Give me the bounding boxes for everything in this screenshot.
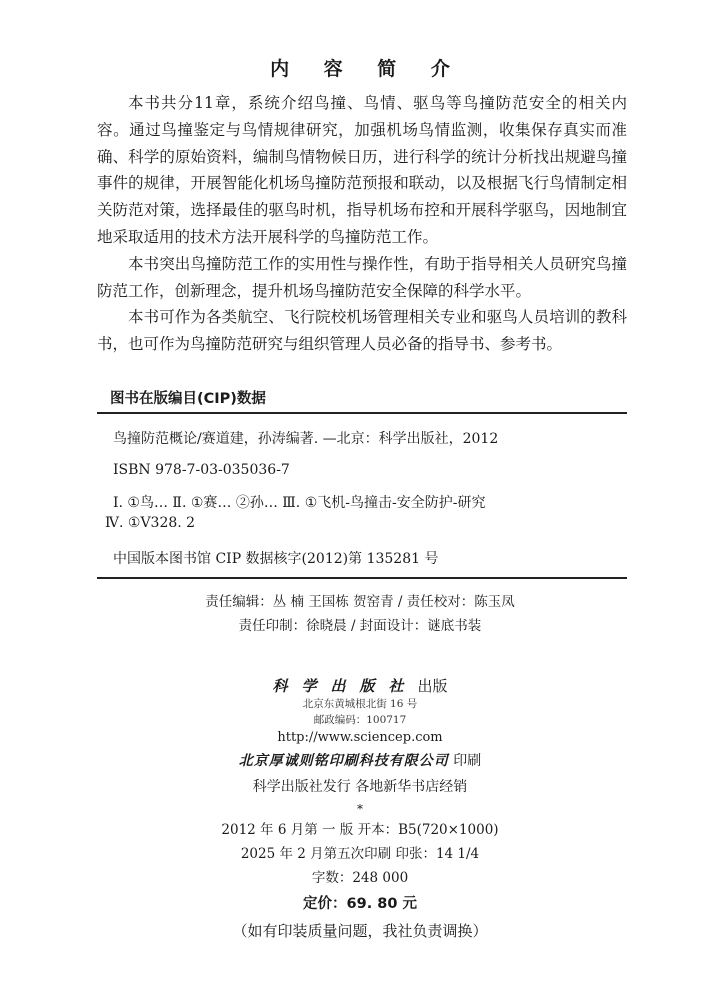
printer-name: 北京厚诚则铭印刷科技有限公司 — [238, 753, 449, 769]
cip-title-line: 鸟撞防范概论/赛道建，孙涛编著. —北京：科学出版社，2012 — [113, 431, 499, 447]
separator-star: * — [357, 802, 363, 816]
publisher-info — [0, 675, 720, 944]
price: 定价：69. 80 元 — [303, 896, 417, 912]
intro-paragraph: 本书突出鸟撞防范工作的实用性与操作性，有助于指导相关人员研究鸟撞防范工作，创新理念，提升机场鸟撞防范安全保障的科学水平。 — [97, 254, 627, 300]
credits-production: 责任印制：徐晓晨 / 封面设计：谜底书装 — [238, 618, 482, 634]
cip-classification-2: Ⅳ. ①V328. 2 — [105, 515, 196, 531]
distribution-line: 科学出版社发行 各地新华书店经销 — [252, 779, 468, 795]
publisher-address: 北京东黄城根北街 16 号 — [302, 698, 418, 710]
credits — [0, 590, 720, 638]
publisher-suffix: 出版 — [417, 677, 448, 695]
cip-classification: Ⅰ. ①鸟… Ⅱ. ①赛… ②孙… Ⅲ. ①飞机-鸟撞击-安全防护-研究 — [113, 495, 486, 511]
publisher-name: 科学出版社 — [272, 677, 418, 695]
publisher-line — [0, 675, 720, 696]
printer-suffix: 印刷 — [453, 753, 482, 769]
cip-record-number: 中国版本图书馆 CIP 数据核字(2012)第 135281 号 — [113, 551, 439, 567]
cip-isbn: ISBN 978-7-03-035036-7 — [113, 462, 290, 478]
publisher-postcode: 邮政编码：100717 — [313, 714, 407, 726]
publisher-url: http://www.sciencep.com — [277, 730, 443, 745]
cip-bottom-rule — [97, 577, 627, 579]
intro-paragraph: 本书共分11章，系统介绍鸟撞、鸟情、驱鸟等鸟撞防范安全的相关内容。通过鸟撞鉴定与鸟情规律研究，加强机场鸟情监测，收集保存真实而准确、科学的原始资料，编制鸟情物候日历，进行科学的统计分析找出规避鸟撞事件的规律，开展智能化机场鸟撞防范预报和联动，以及根据飞行鸟情制定相关防范对策，选择最佳的驱鸟时机，指导机场布控和开展科学驱鸟，因地制宜地采取适用的技术方法开展科学的鸟撞防范工作。 — [97, 94, 627, 246]
introduction — [97, 90, 627, 358]
quality-notice: （如有印装质量问题，我社负责调换） — [232, 922, 488, 940]
cip-top-rule — [97, 412, 627, 414]
printing-line: 2025 年 2 月第五次印刷 印张：14 1/4 — [240, 846, 480, 862]
edition-line: 2012 年 6 月第 一 版 开本：B5(720×1000) — [221, 822, 499, 838]
page-title: 内 容 简 介 — [270, 58, 464, 80]
credits-editors: 责任编辑：丛 楠 王国栋 贺窑青 / 责任校对：陈玉凤 — [205, 594, 515, 610]
word-count: 字数：248 000 — [311, 870, 409, 886]
cip-heading: 图书在版编目(CIP)数据 — [110, 391, 266, 407]
printer-line — [0, 748, 720, 774]
intro-paragraph: 本书可作为各类航空、飞行院校机场管理相关专业和驱鸟人员培训的教科书，也可作为鸟撞防范研究与组织管理人员必备的指导书、参考书。 — [97, 308, 627, 354]
